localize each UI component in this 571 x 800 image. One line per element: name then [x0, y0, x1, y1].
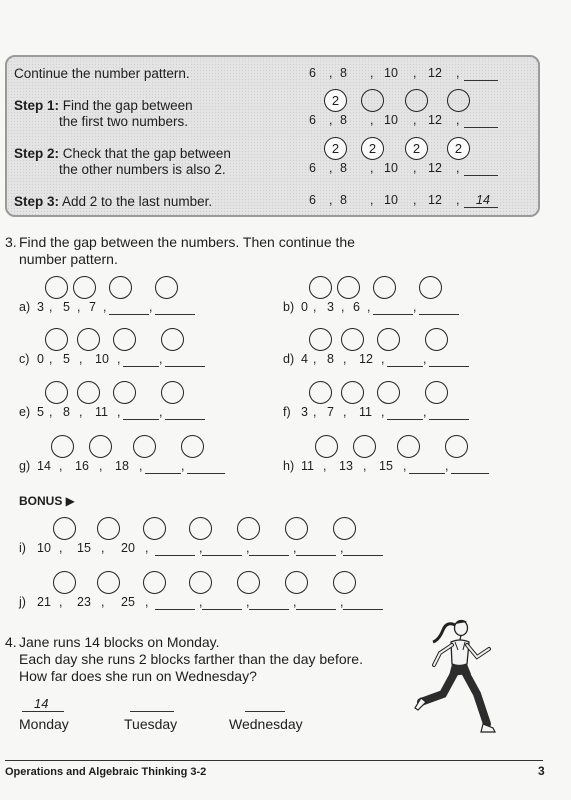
answer-blank[interactable] [429, 366, 469, 367]
problem-label: b) [283, 300, 295, 314]
answer-blank[interactable] [296, 555, 336, 556]
wednesday-answer-blank[interactable] [245, 711, 285, 712]
gap-circle[interactable] [237, 517, 260, 540]
wednesday-label: Wednesday [229, 716, 303, 732]
problem-label: e) [19, 405, 31, 419]
gap-circle[interactable] [77, 328, 100, 351]
answer-blank[interactable] [123, 366, 159, 367]
comma: , [149, 300, 153, 314]
q3-number: 3. [5, 234, 17, 250]
comma: , [363, 459, 367, 473]
example-step1-gap-circle[interactable] [361, 89, 384, 112]
q4-line2: Each day she runs 2 blocks farther than the day before. [19, 651, 363, 667]
pattern-number: 8 [327, 352, 334, 366]
comma: , [117, 352, 121, 366]
gap-circle[interactable] [315, 435, 338, 458]
gap-circle[interactable] [425, 381, 448, 404]
comma: , [456, 161, 460, 175]
pattern-number: 0 [301, 300, 308, 314]
pattern-number: 7 [89, 300, 96, 314]
answer-blank[interactable] [343, 555, 383, 556]
gap-circle[interactable] [97, 571, 120, 594]
comma: , [59, 541, 63, 555]
answer-blank[interactable] [387, 366, 423, 367]
comma: , [59, 459, 63, 473]
example-step2-number: 8 [340, 161, 347, 175]
comma: , [49, 352, 53, 366]
pattern-number: 15 [379, 459, 393, 473]
gap-circle[interactable] [189, 571, 212, 594]
gap-circle[interactable] [143, 571, 166, 594]
comma: , [456, 193, 460, 207]
comma: , [340, 595, 344, 609]
gap-circle[interactable] [89, 435, 112, 458]
comma: , [199, 541, 203, 555]
example-intro-number: 12 [428, 66, 442, 80]
comma: , [59, 595, 63, 609]
gap-circle[interactable] [337, 276, 360, 299]
comma: , [413, 66, 417, 80]
example-step2-answer-blank[interactable] [464, 175, 498, 176]
comma: , [49, 405, 53, 419]
pattern-number: 14 [37, 459, 51, 473]
runner-illustration [405, 612, 510, 740]
comma: , [370, 161, 374, 175]
answer-blank[interactable] [155, 555, 195, 556]
pattern-number: 8 [63, 405, 70, 419]
tuesday-answer-blank[interactable] [130, 711, 174, 712]
gap-circle[interactable] [341, 381, 364, 404]
monday-answer-blank[interactable] [22, 711, 64, 712]
step1-text-a: Find the gap between [62, 98, 193, 113]
answer-blank[interactable] [145, 473, 181, 474]
comma: , [79, 405, 83, 419]
gap-circle[interactable] [373, 276, 396, 299]
q3-text-b: number pattern. [19, 251, 118, 267]
comma: , [199, 595, 203, 609]
gap-circle[interactable] [113, 381, 136, 404]
comma: , [79, 352, 83, 366]
comma: , [49, 300, 53, 314]
step3-label: Step 3: [14, 194, 60, 209]
comma: , [77, 300, 81, 314]
comma: , [159, 405, 163, 419]
pattern-number: 16 [75, 459, 89, 473]
comma: , [117, 405, 121, 419]
gap-circle[interactable] [419, 276, 442, 299]
gap-circle[interactable] [237, 571, 260, 594]
comma: , [341, 300, 345, 314]
example-step2-gap-circle: 2 [447, 137, 470, 160]
comma: , [423, 352, 427, 366]
step1-label: Step 1: [14, 98, 60, 113]
gap-circle[interactable] [45, 328, 68, 351]
comma: , [323, 459, 327, 473]
gap-circle[interactable] [377, 381, 400, 404]
gap-circle[interactable] [285, 571, 308, 594]
gap-circle[interactable] [309, 328, 332, 351]
footer-title: Operations and Algebraic Thinking 3-2 [5, 766, 207, 778]
gap-circle[interactable] [51, 435, 74, 458]
comma: , [103, 300, 107, 314]
comma: , [313, 300, 317, 314]
comma: , [329, 113, 333, 127]
example-step1-gap-circle[interactable] [447, 89, 470, 112]
pattern-number: 13 [339, 459, 353, 473]
comma: , [381, 405, 385, 419]
example-step3-number: 10 [384, 193, 398, 207]
example-step1-gap-circle: 2 [324, 89, 347, 112]
pattern-number: 5 [63, 300, 70, 314]
answer-blank[interactable] [155, 314, 195, 315]
example-step2-number: 10 [384, 161, 398, 175]
gap-circle[interactable] [45, 381, 68, 404]
step2-text-a: Check that the gap between [62, 146, 231, 161]
pattern-number: 0 [37, 352, 44, 366]
comma: , [293, 595, 297, 609]
comma: , [370, 193, 374, 207]
example-step1-gap-circle[interactable] [405, 89, 428, 112]
answer-blank[interactable] [387, 419, 423, 420]
gap-circle[interactable] [181, 435, 204, 458]
answer-blank[interactable] [429, 419, 469, 420]
monday-label: Monday [19, 716, 69, 732]
pattern-number: 3 [37, 300, 44, 314]
q3-text-a: Find the gap between the numbers. Then continue the [19, 234, 355, 250]
comma: , [413, 113, 417, 127]
example-step1-number: 6 [309, 113, 316, 127]
comma: , [445, 459, 449, 473]
gap-circle[interactable] [309, 276, 332, 299]
comma: , [313, 405, 317, 419]
comma: , [329, 66, 333, 80]
answer-blank[interactable] [109, 314, 149, 315]
example-intro-number: 10 [384, 66, 398, 80]
page-number: 3 [538, 764, 545, 778]
gap-circle[interactable] [425, 328, 448, 351]
comma: , [99, 459, 103, 473]
example-step3-number: 6 [309, 193, 316, 207]
pattern-number: 10 [95, 352, 109, 366]
gap-circle[interactable] [161, 328, 184, 351]
answer-blank[interactable] [249, 555, 289, 556]
gap-circle[interactable] [353, 435, 376, 458]
pattern-number: 4 [301, 352, 308, 366]
problem-label: d) [283, 352, 295, 366]
comma: , [413, 300, 417, 314]
example-step1-answer-blank[interactable] [464, 127, 498, 128]
example-step2-number: 6 [309, 161, 316, 175]
gap-circle[interactable] [333, 571, 356, 594]
problem-label: a) [19, 300, 31, 314]
pattern-number: 10 [37, 541, 51, 555]
gap-circle[interactable] [97, 517, 120, 540]
comma: , [413, 193, 417, 207]
gap-circle[interactable] [189, 517, 212, 540]
example-step3-number: 8 [340, 193, 347, 207]
answer-blank[interactable] [373, 314, 413, 315]
pattern-number: 11 [95, 405, 108, 419]
pattern-number: 3 [301, 405, 308, 419]
footer-rule [5, 760, 543, 761]
comma: , [456, 66, 460, 80]
gap-circle[interactable] [397, 435, 420, 458]
gap-circle[interactable] [143, 517, 166, 540]
pattern-number: 7 [327, 405, 334, 419]
comma: , [329, 161, 333, 175]
example-step2-number: 12 [428, 161, 442, 175]
gap-circle[interactable] [45, 276, 68, 299]
bonus-label: BONUS ▶ [19, 494, 75, 508]
problem-label: f) [283, 405, 291, 419]
problem-label: h) [283, 459, 295, 473]
gap-circle[interactable] [53, 571, 76, 594]
gap-circle[interactable] [113, 328, 136, 351]
comma: , [313, 352, 317, 366]
comma: , [423, 405, 427, 419]
comma: , [381, 352, 385, 366]
pattern-number: 11 [359, 405, 372, 419]
example-step3-answer-blank[interactable] [464, 207, 498, 208]
problem-label: g) [19, 459, 31, 473]
q4-number: 4. [5, 634, 17, 650]
gap-circle[interactable] [445, 435, 468, 458]
step3-text: Add 2 to the last number. [62, 194, 213, 209]
answer-blank[interactable] [451, 473, 489, 474]
pattern-number: 21 [37, 595, 51, 609]
answer-blank[interactable] [409, 473, 445, 474]
pattern-number: 12 [359, 352, 373, 366]
comma: , [340, 541, 344, 555]
gap-circle[interactable] [73, 276, 96, 299]
answer-blank[interactable] [165, 366, 205, 367]
comma: , [246, 595, 250, 609]
comma: , [370, 66, 374, 80]
gap-circle[interactable] [133, 435, 156, 458]
answer-blank[interactable] [249, 609, 289, 610]
example-step2-gap-circle: 2 [361, 137, 384, 160]
answer-blank[interactable] [165, 419, 205, 420]
step2-label: Step 2: [14, 146, 60, 161]
problem-label: c) [19, 352, 30, 366]
gap-circle[interactable] [161, 381, 184, 404]
gap-circle[interactable] [155, 276, 178, 299]
answer-blank[interactable] [419, 314, 459, 315]
answer-blank[interactable] [202, 555, 242, 556]
step2-text-b: the other numbers is also 2. [59, 162, 226, 177]
comma: , [370, 113, 374, 127]
gap-circle[interactable] [53, 517, 76, 540]
gap-circle[interactable] [377, 328, 400, 351]
comma: , [413, 161, 417, 175]
pattern-number: 23 [77, 595, 91, 609]
pattern-number: 15 [77, 541, 91, 555]
gap-circle[interactable] [333, 517, 356, 540]
example-step2-gap-circle: 2 [405, 137, 428, 160]
answer-blank[interactable] [202, 609, 242, 610]
pattern-number: 5 [37, 405, 44, 419]
step3-line [14, 194, 212, 209]
comma: , [159, 352, 163, 366]
gap-circle[interactable] [285, 517, 308, 540]
comma: , [329, 193, 333, 207]
example-step2-gap-circle: 2 [324, 137, 347, 160]
pattern-number: 6 [353, 300, 360, 314]
pattern-number: 3 [327, 300, 334, 314]
comma: , [139, 459, 143, 473]
example-step1-number: 12 [428, 113, 442, 127]
comma: , [403, 459, 407, 473]
comma: , [456, 113, 460, 127]
pattern-number: 5 [63, 352, 70, 366]
q4-line1: Jane runs 14 blocks on Monday. [19, 634, 220, 650]
pattern-number: 25 [121, 595, 135, 609]
comma: , [367, 300, 371, 314]
comma: , [181, 459, 185, 473]
example-step1-number: 10 [384, 113, 398, 127]
gap-circle[interactable] [109, 276, 132, 299]
step1-line-a [14, 98, 193, 113]
gap-circle[interactable] [341, 328, 364, 351]
problem-label: i) [19, 541, 26, 555]
comma: , [343, 352, 347, 366]
comma: , [246, 541, 250, 555]
comma: , [293, 541, 297, 555]
comma: , [145, 541, 149, 555]
comma: , [101, 595, 105, 609]
comma: , [145, 595, 149, 609]
pattern-number: 18 [115, 459, 129, 473]
answer-blank[interactable] [343, 609, 383, 610]
comma: , [101, 541, 105, 555]
answer-blank[interactable] [296, 609, 336, 610]
example-step1-number: 8 [340, 113, 347, 127]
example-intro-number: 8 [340, 66, 347, 80]
monday-answer: 14 [34, 696, 49, 711]
step2-line-a [14, 146, 231, 161]
example-step3-answer: 14 [476, 193, 490, 207]
example-intro-number: 6 [309, 66, 316, 80]
example-step3-number: 12 [428, 193, 442, 207]
gap-circle[interactable] [77, 381, 100, 404]
answer-blank[interactable] [155, 609, 195, 610]
gap-circle[interactable] [309, 381, 332, 404]
tuesday-label: Tuesday [124, 716, 178, 732]
answer-blank[interactable] [123, 419, 159, 420]
q4-line3: How far does she run on Wednesday? [19, 668, 257, 684]
comma: , [343, 405, 347, 419]
example-intro: Continue the number pattern. [14, 66, 190, 81]
pattern-number: 11 [301, 459, 314, 473]
pattern-number: 20 [121, 541, 135, 555]
step1-text-b: the first two numbers. [59, 114, 189, 129]
problem-label: j) [19, 595, 26, 609]
answer-blank[interactable] [187, 473, 225, 474]
example-intro-answer-blank[interactable] [464, 80, 498, 81]
